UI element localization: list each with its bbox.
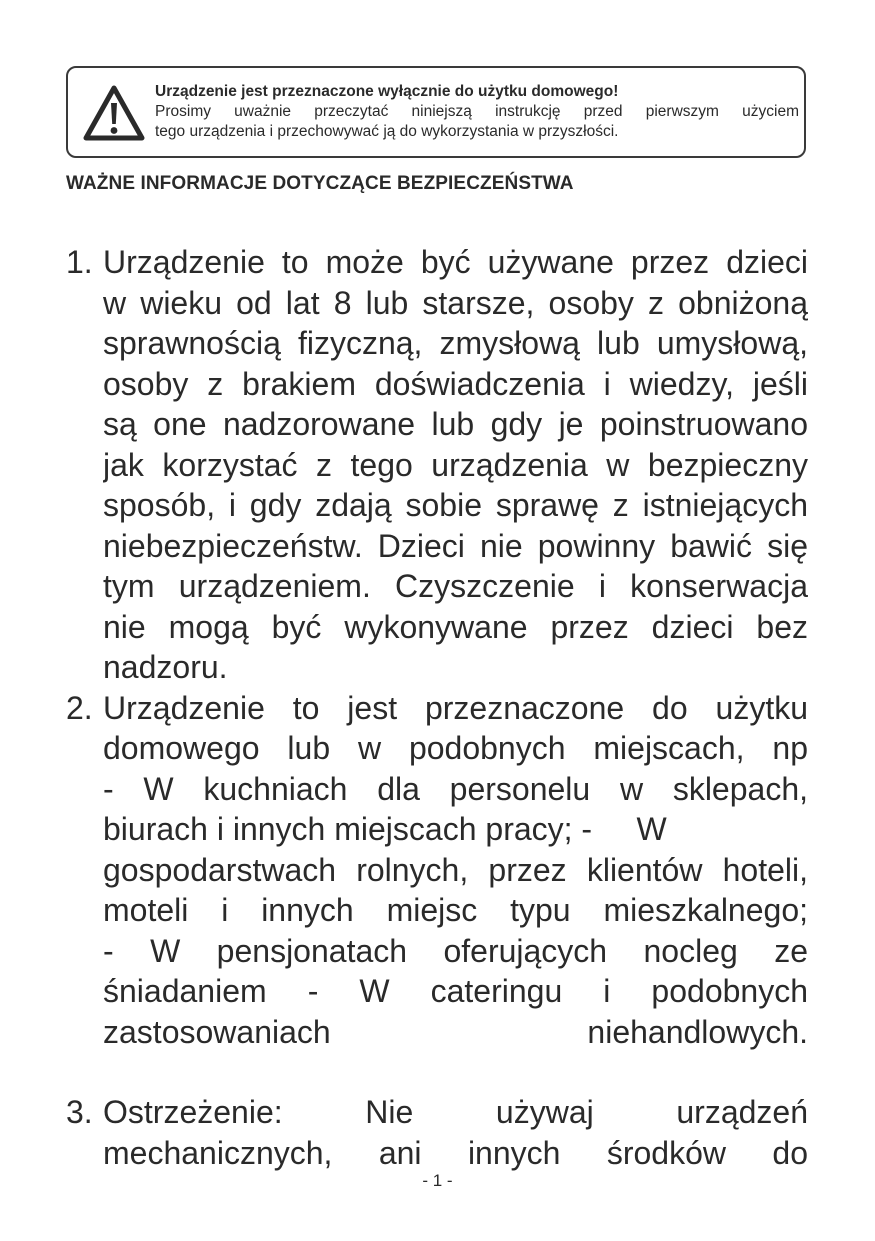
text-line: - W kuchniach dla personelu w sklepach,	[103, 770, 808, 807]
list-item-number: 2.	[66, 689, 93, 726]
page-number: - 1 -	[422, 1171, 453, 1190]
text-line: niebezpieczeństw. Dzieci nie powinny bawić się	[103, 527, 808, 564]
warning-text	[155, 82, 799, 142]
text-line: nadzoru.	[103, 649, 228, 685]
text-line: biurach i innych miejscach pracy; - W	[103, 811, 667, 847]
text-line: śniadaniem - W cateringu i podobnych	[103, 973, 808, 1009]
list-item-text	[103, 688, 808, 1053]
paragraph-gap	[66, 1052, 808, 1092]
text-line: sprawnością fizyczną, zmysłową lub umysłową,	[103, 325, 808, 361]
warning-body-line-2: tego urządzenia i przechowywać ją do wykorzystania w przyszłości.	[155, 123, 619, 140]
text-line: gospodarstwach rolnych, przez klientów hoteli,	[103, 851, 808, 888]
list-item-3	[66, 1092, 808, 1173]
list-item-text	[103, 1092, 808, 1173]
warning-triangle-icon	[82, 84, 146, 142]
text-line: mechanicznych, ani innych środków do	[103, 1134, 808, 1171]
warning-notice-box	[66, 66, 806, 158]
text-line: zastosowaniach niehandlowych.	[103, 1013, 808, 1050]
list-item-2	[66, 688, 808, 1053]
text-line: jak korzystać z tego urządzenia w bezpieczny	[103, 446, 808, 483]
text-line: sposób, i gdy zdają sobie sprawę z istniejących	[103, 487, 808, 523]
list-item-1	[66, 242, 808, 688]
text-line: domowego lub w podobnych miejscach, np	[103, 730, 808, 766]
text-line: moteli i innych miejsc typu mieszkalnego;	[103, 892, 808, 928]
list-item-text	[103, 242, 808, 688]
safety-list	[66, 242, 808, 1173]
section-heading: WAŻNE INFORMACJE DOTYCZĄCE BEZPIECZEŃSTWA	[66, 173, 574, 194]
text-line: w wieku od lat 8 lub starsze, osoby z obniżoną	[103, 284, 808, 321]
text-line: osoby z brakiem doświadczenia i wiedzy, jeśli	[103, 365, 808, 402]
text-line: Urządzenie to jest przeznaczone do użytku	[103, 689, 808, 726]
list-item-number: 1.	[66, 244, 93, 280]
list-item-number: 3.	[66, 1094, 93, 1130]
text-line: nie mogą być wykonywane przez dzieci bez	[103, 608, 808, 645]
text-line: Urządzenie to może być używane przez dzieci	[103, 244, 808, 280]
text-line: - W pensjonatach oferujących nocleg ze	[103, 932, 808, 969]
text-line: tym urządzeniem. Czyszczenie i konserwacja	[103, 568, 808, 604]
text-line: Ostrzeżenie: Nie używaj urządzeń	[103, 1094, 808, 1130]
text-line: są one nadzorowane lub gdy je poinstruowano	[103, 406, 808, 442]
warning-body-line-1: Prosimy uważnie przeczytać niniejszą instrukcję przed pierwszym użyciem	[155, 103, 799, 120]
warning-title: Urządzenie jest przeznaczone wyłącznie do użytku domowego!	[155, 83, 619, 100]
